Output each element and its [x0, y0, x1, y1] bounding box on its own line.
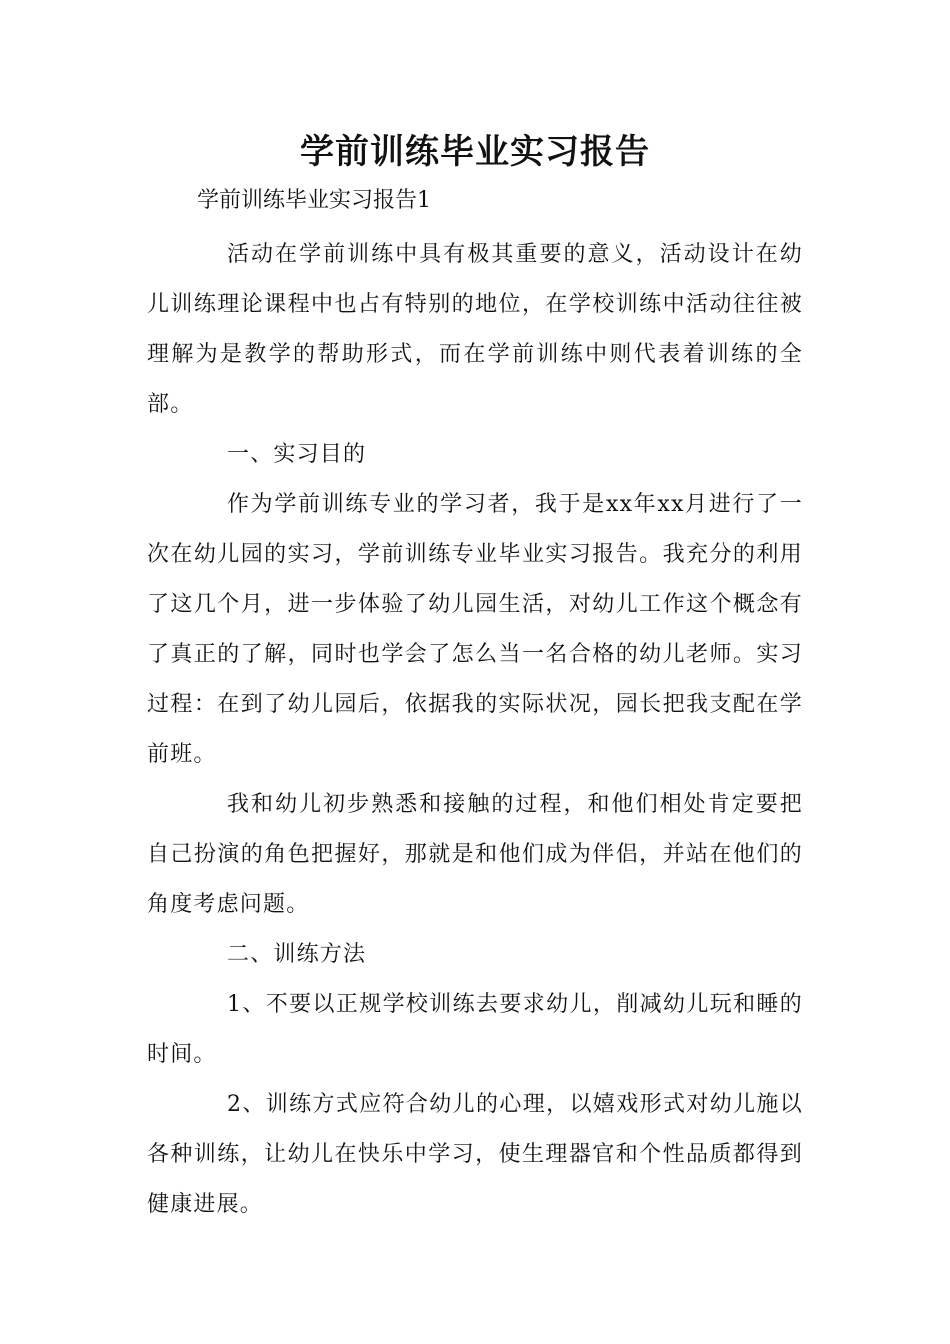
paragraph-method-2: 2、训练方式应符合幼儿的心理，以嬉戏形式对幼儿施以各种训练，让幼儿在快乐中学习，使生理器官和个性品质都得到健康进展。	[147, 1092, 803, 1217]
paragraph-method-1: 1、不要以正规学校训练去要求幼儿，削减幼儿玩和睡的时间。	[147, 992, 803, 1067]
paragraph-contact: 我和幼儿初步熟悉和接触的过程，和他们相处肯定要把自己扮演的角色把握好，那就是和他们成为伴侣，并站在他们的角度考虑问题。	[147, 792, 803, 917]
document-title: 学前训练毕业实习报告	[300, 132, 650, 172]
document-body	[147, 230, 803, 1230]
paragraph-intro: 活动在学前训练中具有极其重要的意义，活动设计在幼儿训练理论课程中也占有特别的地位，在学校训练中活动往往被理解为是教学的帮助形式，而在学前训练中则代表着训练的全部。	[147, 242, 803, 417]
paragraph-purpose: 作为学前训练专业的学习者，我于是xx年xx月进行了一次在幼儿园的实习，学前训练专业毕业实习报告。我充分的利用了这几个月，进一步体验了幼儿园生活，对幼儿工作这个概念有了真正的了解，同时也学会了怎么当一名合格的幼儿老师。实习过程：在到了幼儿园后，依据我的实际状况，园长把我支配在学前班。	[147, 492, 803, 767]
section-heading-purpose: 一、实习目的	[227, 442, 367, 467]
document-subtitle: 学前训练毕业实习报告1	[197, 188, 431, 213]
section-heading-methods: 二、训练方法	[227, 942, 367, 967]
